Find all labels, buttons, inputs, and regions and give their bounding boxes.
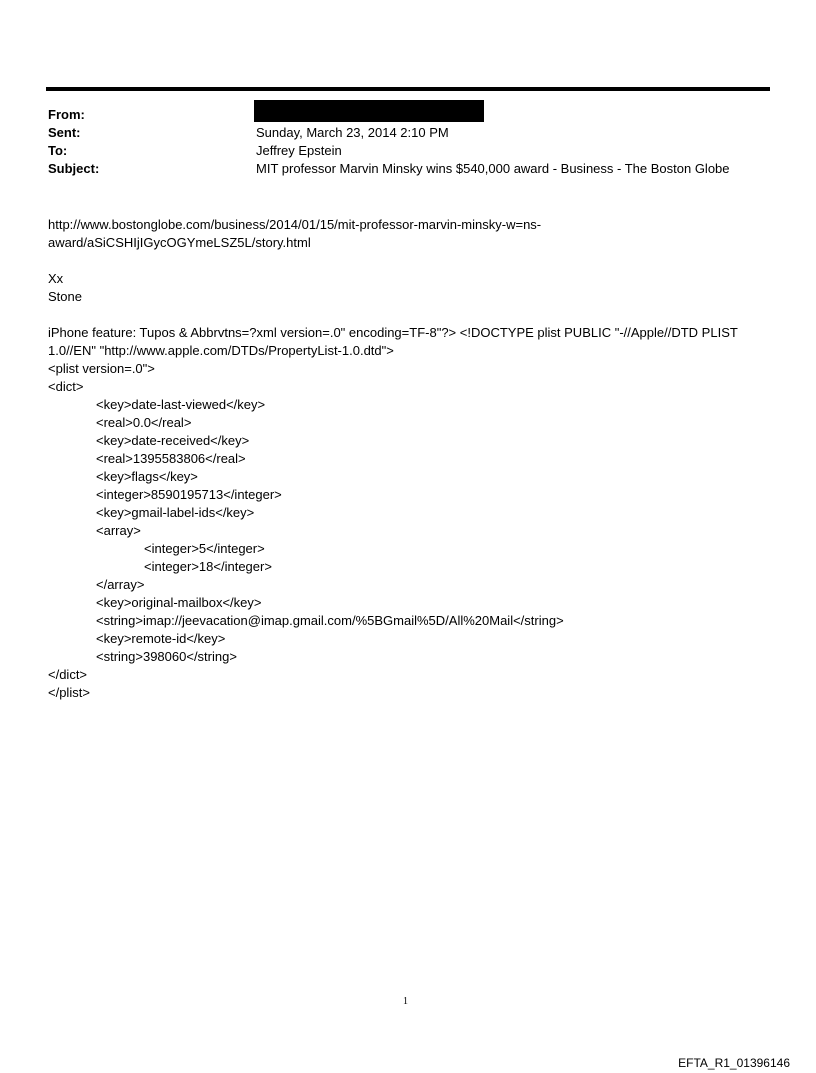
url-line: http://www.bostonglobe.com/business/2014/01/15/mit-professor-marvin-minsky-w=ns- [48,217,542,232]
dict-open: <dict> [48,379,84,394]
iphone-line: 1.0//EN" "http://www.apple.com/DTDs/PropertyList-1.0.dtd"> [48,343,394,358]
to-row [48,142,768,160]
plist-line: <key>gmail-label-ids</key> [96,505,255,520]
subject-value: MIT professor Marvin Minsky wins $540,000 award - Business - The Boston Globe [256,161,730,176]
plist-close: </plist> [48,685,90,700]
plist-line: <key>original-mailbox</key> [96,595,262,610]
spacer [48,306,768,324]
plist-line: <key>date-received</key> [96,433,250,448]
plist-line: <integer>18</integer> [144,559,272,574]
plist-line: <string>398060</string> [96,649,237,664]
plist-line: <string>imap://jeevacation@imap.gmail.com/%5BGmail%5D/All%20Mail</string> [96,613,564,628]
document-id: EFTA_R1_01396146 [678,1056,790,1070]
page-number: 1 [403,996,408,1007]
plist-line: <key>remote-id</key> [96,631,226,646]
to-value: Jeffrey Epstein [256,143,342,158]
subject-row [48,160,768,178]
spacer [48,252,768,270]
signature-line: Stone [48,289,82,304]
sent-row [48,124,768,142]
from-label: From: [48,107,85,122]
plist-line: <integer>5</integer> [144,541,265,556]
plist-line: <key>flags</key> [96,469,198,484]
sent-label: Sent: [48,125,81,140]
plist-line: <real>0.0</real> [96,415,192,430]
subject-label: Subject: [48,161,100,176]
plist-line: <integer>8590195713</integer> [96,487,282,502]
to-label: To: [48,143,68,158]
dict-close: </dict> [48,667,88,682]
plist-line: <key>date-last-viewed</key> [96,397,266,412]
plist-open: <plist version=.0"> [48,361,155,376]
email-body [48,216,768,702]
plist-line: <array> [96,523,141,538]
email-header [48,106,768,178]
sent-value: Sunday, March 23, 2014 2:10 PM [256,125,449,140]
url-line: award/aSiCSHIjIGycOGYmeLSZ5L/story.html [48,235,311,250]
redaction-block [254,100,484,122]
iphone-line: iPhone feature: Tupos & Abbrvtns=?xml version=.0" encoding=TF-8"?> <!DOCTYPE plist PUBLIC "-//Apple//DTD PLIST [48,325,738,340]
signature-line: Xx [48,271,64,286]
from-row [48,106,768,124]
top-divider [46,87,770,91]
plist-line: <real>1395583806</real> [96,451,246,466]
plist-line: </array> [96,577,145,592]
